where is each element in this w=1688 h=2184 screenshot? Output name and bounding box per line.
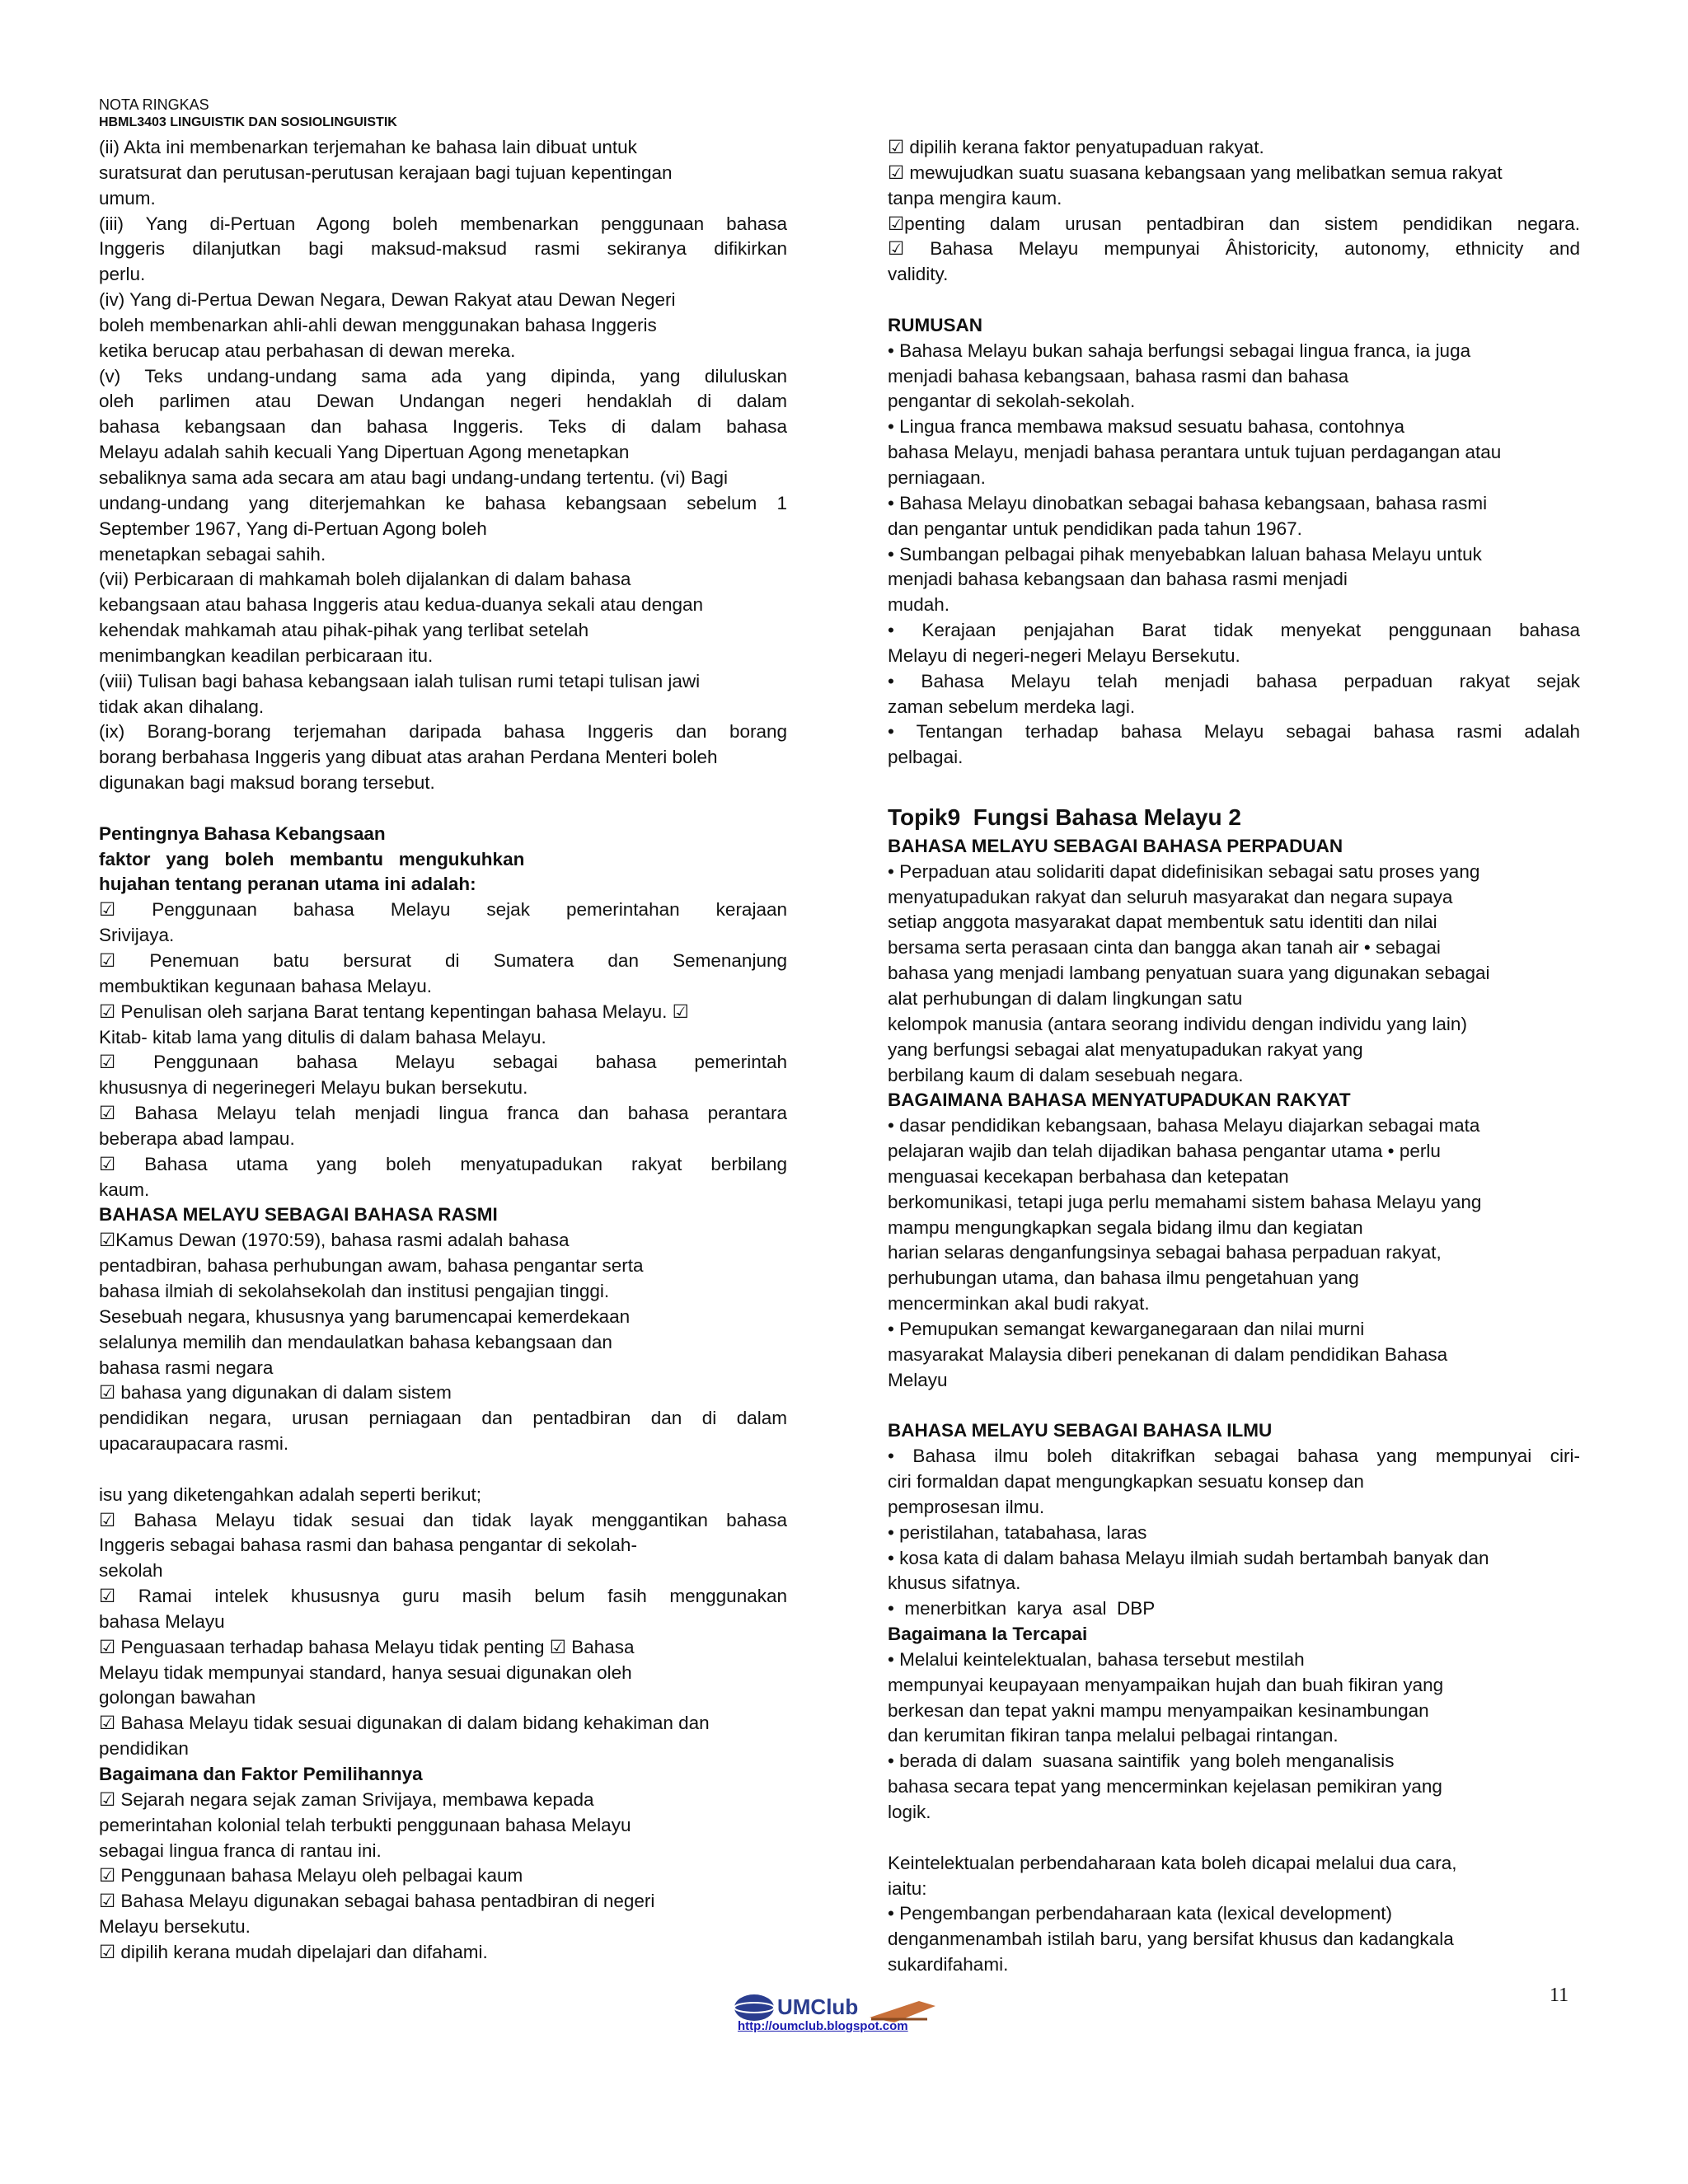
text-line: setiap anggota masyarakat dapat membentuk satu identiti dan nilai: [888, 912, 1437, 933]
left-column: [99, 135, 787, 1966]
text-line: • kosa kata di dalam bahasa Melayu ilmiah sudah bertambah banyak dan: [888, 1547, 1489, 1568]
text-line: menjadi bahasa kebangsaan, bahasa rasmi dan bahasa: [888, 365, 1349, 387]
text-line: bahasa Melayu: [99, 1610, 225, 1632]
text-line: bahasa secara tepat yang mencerminkan kejelasan pemikiran yang: [888, 1776, 1442, 1797]
text-line: pendidikan negara, urusan perniagaan dan pentadbiran dan di dalam: [99, 1408, 787, 1429]
text-line: pendidikan: [99, 1738, 189, 1760]
text-line: • berada di dalam suasana saintifik yang boleh menganalisis: [888, 1750, 1395, 1772]
text-line: berbilang kaum di dalam sesebuah negara.: [888, 1064, 1244, 1085]
text-line: • dasar pendidikan kebangsaan, bahasa Melayu diajarkan sebagai mata: [888, 1115, 1480, 1137]
text-line: bahasa yang menjadi lambang penyatuan suara yang digunakan sebagai: [888, 963, 1490, 984]
text-line: tanpa mengira kaum.: [888, 187, 1062, 209]
text-line: pelajaran wajib dan telah dijadikan bahasa pengantar utama • perlu: [888, 1141, 1441, 1162]
text-line: perniagaan.: [888, 466, 986, 488]
section-heading: BAHASA MELAYU SEBAGAI BAHASA PERPADUAN: [888, 835, 1343, 856]
text-line: menetapkan sebagai sahih.: [99, 543, 326, 565]
text-line: mempunyai keupayaan menyampaikan hujah dan buah fikiran yang: [888, 1674, 1444, 1695]
text-line: yang berfungsi sebagai alat menyatupadukan rakyat yang: [888, 1038, 1363, 1060]
text-line: pentadbiran, bahasa perhubungan awam, bahasa pengantar serta: [99, 1255, 644, 1277]
text-line: bahasa rasmi negara: [99, 1357, 274, 1378]
text-line: membuktikan kegunaan bahasa Melayu.: [99, 975, 433, 996]
text-line: kebangsaan atau bahasa Inggeris atau kedua-duanya sekali atau dengan: [99, 594, 704, 616]
text-line: sekolah: [99, 1560, 163, 1582]
text-line: Melayu tidak mempunyai standard, hanya sesuai digunakan oleh: [99, 1661, 632, 1683]
text-line: ☑penting dalam urusan pentadbiran dan sistem pendidikan negara.: [888, 213, 1580, 234]
text-line: ☑ Bahasa Melayu telah menjadi lingua franca dan bahasa perantara: [99, 1103, 787, 1124]
text-line: ☑ Bahasa Melayu tidak sesuai dan tidak layak menggantikan bahasa: [99, 1509, 787, 1530]
text-line: sebagai lingua franca di rantau ini.: [99, 1840, 382, 1861]
section-heading: Bagaimana dan Faktor Pemilihannya: [99, 1764, 423, 1784]
text-line: mencerminkan akal budi rakyat.: [888, 1293, 1150, 1315]
text-line: (vii) Perbicaraan di mahkamah boleh dijalankan di dalam bahasa: [99, 569, 631, 590]
text-line: undang-undang yang diterjemahkan ke bahasa kebangsaan sebelum 1: [99, 492, 787, 513]
text-line: Melayu di negeri-negeri Melayu Bersekutu.: [888, 644, 1240, 666]
text-line: Melayu bersekutu.: [99, 1916, 251, 1938]
text-line: sebaliknya sama ada secara am atau bagi undang-undang tertentu. (vi) Bagi: [99, 466, 728, 488]
topic-heading: Topik9 Fungsi Bahasa Melayu 2: [888, 804, 1241, 830]
text-line: • peristilahan, tatabahasa, laras: [888, 1521, 1147, 1543]
text-line: Sesebuah negara, khususnya yang barumencapai kemerdekaan: [99, 1305, 631, 1327]
text-line: ☑ dipilih kerana mudah dipelajari dan difahami.: [99, 1941, 488, 1962]
text-line: • Melalui keintelektualan, bahasa tersebut mestilah: [888, 1648, 1305, 1670]
text-line: ketika berucap atau perbahasan di dewan mereka.: [99, 340, 516, 361]
text-line: ☑ Ramai intelek khususnya guru masih belum fasih menggunakan: [99, 1586, 787, 1607]
text-line: pemprosesan ilmu.: [888, 1496, 1045, 1517]
text-line: ☑ bahasa yang digunakan di dalam sistem: [99, 1382, 452, 1404]
text-line: • Perpaduan atau solidariti dapat didefinisikan sebagai satu proses yang: [888, 860, 1480, 882]
text-line: logik.: [888, 1802, 931, 1822]
text-line: boleh membenarkan ahli-ahli dewan menggunakan bahasa Inggeris: [99, 314, 657, 335]
text-line: harian selaras denganfungsinya sebagai bahasa perpaduan rakyat,: [888, 1242, 1442, 1263]
section-heading: faktor yang boleh membantu mengukuhkan: [99, 848, 525, 869]
text-line: [888, 1394, 1580, 1419]
text-line: • Bahasa Melayu dinobatkan sebagai bahasa kebangsaan, bahasa rasmi: [888, 492, 1488, 513]
text-line: berkomunikasi, tetapi juga perlu memahami sistem bahasa Melayu yang: [888, 1191, 1482, 1212]
text-line: • Sumbangan pelbagai pihak menyebabkan laluan bahasa Melayu untuk: [888, 543, 1482, 565]
text-line: ☑ Penggunaan bahasa Melayu sebagai bahasa pemerintah: [99, 1052, 787, 1073]
text-line: khusus sifatnya.: [888, 1572, 1021, 1594]
text-line: ☑ Penulisan oleh sarjana Barat tentang kepentingan bahasa Melayu. ☑: [99, 1001, 689, 1022]
text-line: ☑ Bahasa Melayu tidak sesuai digunakan di dalam bidang kehakiman dan: [99, 1713, 710, 1734]
logo-text: UMClub: [777, 1994, 859, 2019]
text-line: (iv) Yang di-Pertua Dewan Negara, Dewan Rakyat atau Dewan Negeri: [99, 289, 676, 311]
text-line: Melayu: [888, 1369, 948, 1390]
text-line: selalunya memilih dan mendaulatkan bahasa kebangsaan dan: [99, 1331, 612, 1352]
section-heading: hujahan tentang peranan utama ini adalah:: [99, 874, 476, 895]
text-line: sukardifahami.: [888, 1954, 1009, 1975]
section-heading: BAHASA MELAYU SEBAGAI BAHASA RASMI: [99, 1204, 498, 1226]
text-line: bahasa kebangsaan dan bahasa Inggeris. Teks di dalam bahasa: [99, 416, 787, 438]
text-line: berkesan dan tepat yakni mampu menyampaikan kesinambungan: [888, 1699, 1429, 1721]
text-line: alat perhubungan di dalam lingkungan satu: [888, 988, 1243, 1009]
text-line: validity.: [888, 264, 949, 285]
text-line: • Bahasa Melayu bukan sahaja berfungsi sebagai lingua franca, ia juga: [888, 340, 1471, 361]
text-line: bahasa Melayu, menjadi bahasa perantara untuk tujuan perdagangan atau: [888, 442, 1502, 463]
text-line: isu yang diketengahkan adalah seperti berikut;: [99, 1483, 482, 1505]
text-line: ☑ dipilih kerana faktor penyatupaduan rakyat.: [888, 137, 1264, 157]
text-line: pengantar di sekolah-sekolah.: [888, 391, 1136, 412]
text-line: (viii) Tulisan bagi bahasa kebangsaan ialah tulisan rumi tetapi tulisan jawi: [99, 670, 701, 691]
text-line: perhubungan utama, dan bahasa ilmu pengetahuan yang: [888, 1268, 1359, 1289]
text-line: [888, 1825, 1580, 1851]
right-column: [888, 135, 1580, 1978]
text-line: Kitab- kitab lama yang ditulis di dalam bahasa Melayu.: [99, 1026, 546, 1047]
text-line: ☑ Penemuan batu bersurat di Sumatera dan Semenanjung: [99, 950, 787, 971]
text-line: khususnya di negerinegeri Melayu bukan bersekutu.: [99, 1077, 528, 1099]
text-line: ☑Kamus Dewan (1970:59), bahasa rasmi adalah bahasa: [99, 1230, 570, 1251]
text-line: Inggeris dilanjutkan bagi maksud-maksud rasmi sekiranya difikirkan: [99, 238, 787, 260]
text-line: kelompok manusia (antara seorang individu dengan individu yang lain): [888, 1013, 1467, 1034]
text-line: • Bahasa Melayu telah menjadi bahasa perpaduan rakyat sejak: [888, 670, 1580, 691]
globe-icon: [734, 1994, 774, 2021]
text-line: (ii) Akta ini membenarkan terjemahan ke bahasa lain dibuat untuk: [99, 137, 637, 157]
text-line: • menerbitkan karya asal DBP: [888, 1598, 1156, 1619]
text-line: ☑ mewujudkan suatu suasana kebangsaan yang melibatkan semua rakyat: [888, 162, 1503, 183]
text-line: beberapa abad lampau.: [99, 1127, 295, 1149]
text-line: golongan bawahan: [99, 1687, 256, 1708]
text-line: • Tentangan terhadap bahasa Melayu sebagai bahasa rasmi adalah: [888, 721, 1580, 743]
text-line: suratsurat dan perutusan-perutusan kerajaan bagi tujuan kepentingan: [99, 162, 673, 183]
section-heading: BAHASA MELAYU SEBAGAI BAHASA ILMU: [888, 1420, 1273, 1441]
text-line: oleh parlimen atau Dewan Undangan negeri hendaklah di dalam: [99, 391, 787, 412]
text-line: menguasai kecekapan berbahasa dan ketepatan: [888, 1165, 1289, 1187]
text-line: kehendak mahkamah atau pihak-pihak yang terlibat setelah: [99, 620, 589, 641]
text-line: [888, 771, 1580, 796]
section-heading: Bagaimana Ia Tercapai: [888, 1624, 1088, 1645]
text-line: • Pemupukan semangat kewarganegaraan dan nilai murni: [888, 1318, 1365, 1339]
text-line: September 1967, Yang di-Pertuan Agong boleh: [99, 518, 487, 539]
text-line: bahasa ilmiah di sekolahsekolah dan institusi pengajian tinggi.: [99, 1280, 610, 1301]
text-line: • Kerajaan penjajahan Barat tidak menyekat penggunaan bahasa: [888, 620, 1580, 641]
text-line: • Pengembangan perbendaharaan kata (lexical development): [888, 1903, 1393, 1924]
text-line: [99, 796, 787, 822]
text-line: (iii) Yang di-Pertuan Agong boleh membenarkan penggunaan bahasa: [99, 213, 787, 234]
text-line: dan kerumitan fikiran tanpa melalui pelbagai rintangan.: [888, 1725, 1339, 1746]
text-line: masyarakat Malaysia diberi penekanan di dalam pendidikan Bahasa: [888, 1343, 1448, 1365]
text-line: ciri formaldan dapat mengungkapkan sesuatu konsep dan: [888, 1471, 1364, 1493]
text-line: pelbagai.: [888, 747, 964, 768]
text-line: digunakan bagi maksud borang tersebut.: [99, 772, 435, 794]
text-line: (v) Teks undang-undang sama ada yang dipinda, yang diluluskan: [99, 365, 787, 387]
text-line: (ix) Borang-borang terjemahan daripada bahasa Inggeris dan borang: [99, 721, 787, 743]
page-header: [99, 96, 397, 132]
text-line: upacaraupacara rasmi.: [99, 1433, 289, 1455]
text-line: • Lingua franca membawa maksud sesuatu bahasa, contohnya: [888, 416, 1405, 438]
text-line: ☑ Bahasa Melayu mempunyai Âhistoricity, autonomy, ethnicity and: [888, 238, 1580, 260]
text-line: Keintelektualan perbendaharaan kata boleh dicapai melalui dua cara,: [888, 1852, 1457, 1873]
text-line: bersama serta perasaan cinta dan bangga akan tanah air • sebagai: [888, 937, 1441, 958]
text-line: iaitu:: [888, 1877, 927, 1899]
header-course-title: HBML3403 LINGUISTIK DAN SOSIOLINGUISTIK: [99, 115, 397, 129]
text-line: [99, 1457, 787, 1483]
text-line: ☑ Penguasaan terhadap bahasa Melayu tidak penting ☑ Bahasa: [99, 1636, 635, 1657]
header-note-label: NOTA RINGKAS: [99, 96, 209, 113]
text-line: tidak akan dihalang.: [99, 696, 265, 717]
logo-url-link[interactable]: http://oumclub.blogspot.com: [738, 2019, 908, 2033]
text-line: ☑ Penggunaan bahasa Melayu oleh pelbagai kaum: [99, 1865, 523, 1886]
text-line: kaum.: [99, 1179, 150, 1200]
text-line: Inggeris sebagai bahasa rasmi dan bahasa pengantar di sekolah-: [99, 1535, 637, 1556]
text-line: dan pengantar untuk pendidikan pada tahun 1967.: [888, 518, 1302, 539]
text-line: borang berbahasa Inggeris yang dibuat atas arahan Perdana Menteri boleh: [99, 747, 718, 768]
section-heading: Pentingnya Bahasa Kebangsaan: [99, 823, 386, 844]
text-line: pemerintahan kolonial telah terbukti penggunaan bahasa Melayu: [99, 1814, 631, 1835]
text-line: menyatupadukan rakyat dan seluruh masyarakat dan negara supaya: [888, 886, 1453, 907]
text-line: zaman sebelum merdeka lagi.: [888, 696, 1136, 717]
text-line: menimbangkan keadilan perbicaraan itu.: [99, 644, 434, 666]
text-line: menjadi bahasa kebangsaan dan bahasa rasmi menjadi: [888, 569, 1348, 590]
text-line: ☑ Bahasa utama yang boleh menyatupadukan rakyat berbilang: [99, 1153, 787, 1174]
text-line: ☑ Bahasa Melayu digunakan sebagai bahasa pentadbiran di negeri: [99, 1891, 655, 1912]
text-line: umum.: [99, 187, 156, 209]
text-line: Melayu adalah sahih kecuali Yang Dipertuan Agong menetapkan: [99, 442, 630, 463]
text-line: mudah.: [888, 594, 950, 616]
section-heading: RUMUSAN: [888, 314, 982, 335]
text-line: ☑ Penggunaan bahasa Melayu sejak pemerintahan kerajaan: [99, 899, 787, 921]
text-line: Srivijaya.: [99, 925, 175, 946]
section-heading: BAGAIMANA BAHASA MENYATUPADUKAN RAKYAT: [888, 1090, 1351, 1111]
text-line: [888, 288, 1580, 313]
text-line: perlu.: [99, 264, 146, 285]
text-line: ☑ Sejarah negara sejak zaman Srivijaya, membawa kepada: [99, 1788, 594, 1810]
text-line: denganmenambah istilah baru, yang bersifat khusus dan kadangkala: [888, 1929, 1454, 1950]
text-line: • Bahasa ilmu boleh ditakrifkan sebagai bahasa yang mempunyai ciri-: [888, 1446, 1580, 1467]
page-number: 11: [1550, 1985, 1569, 2006]
text-line: mampu mengungkapkan segala bidang ilmu dan kegiatan: [888, 1216, 1363, 1238]
